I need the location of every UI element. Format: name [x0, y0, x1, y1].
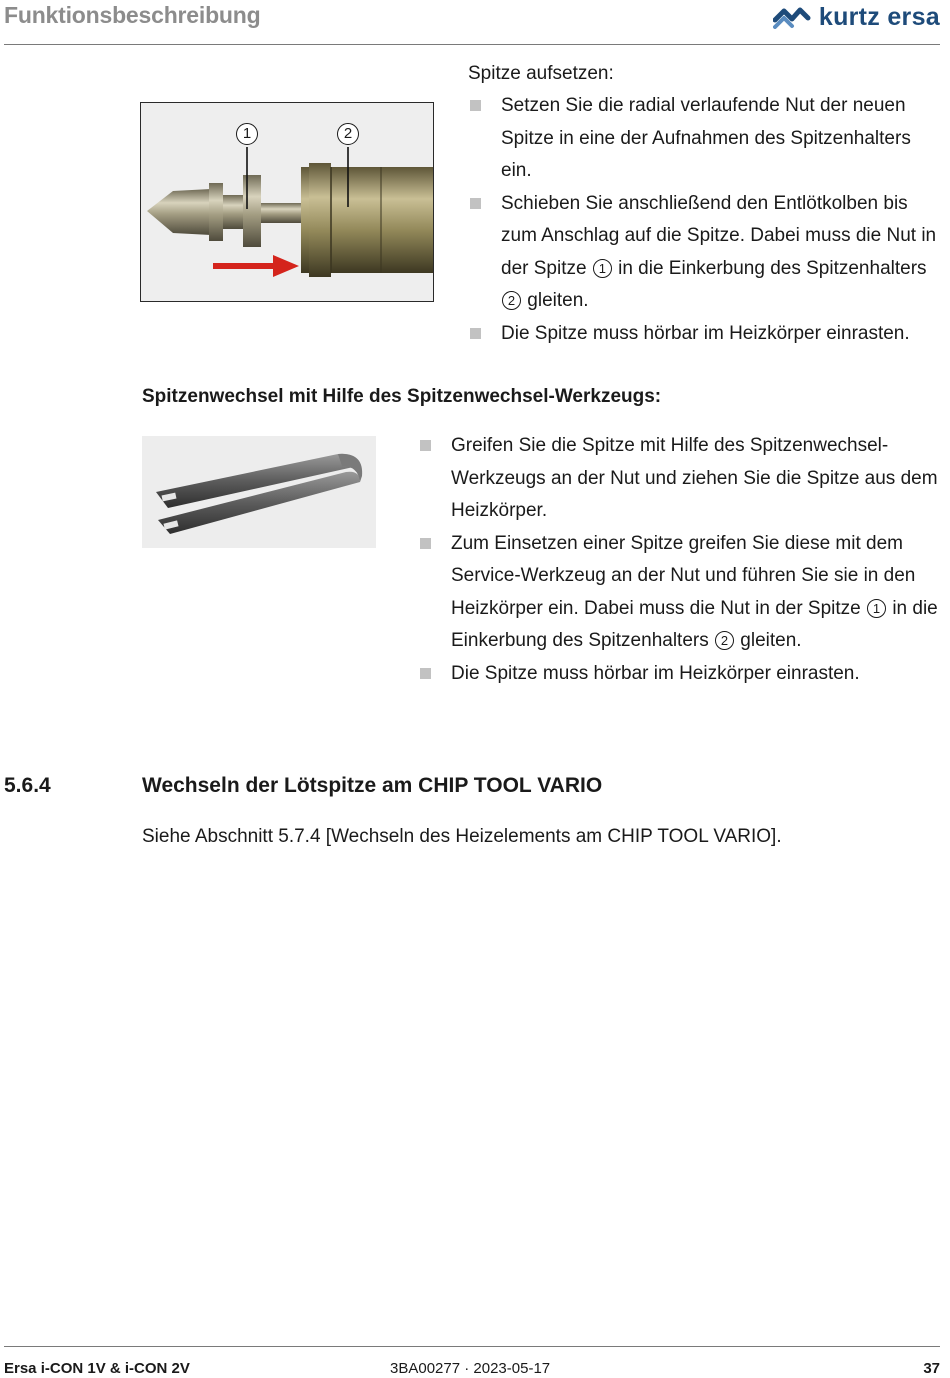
logo-mark-icon [773, 5, 811, 29]
running-header-title: Funktionsbeschreibung [4, 2, 261, 28]
intro-bullet-list [468, 90, 940, 350]
inline-callout-1: 1 [593, 259, 612, 278]
tool-bullet-list [418, 430, 940, 690]
intro-label: Spitze aufsetzen: [468, 63, 614, 84]
callout-2: 2 [337, 123, 359, 145]
list-item: Zum Einsetzen einer Spitze greifen Sie diese mit dem Service-Werkzeug an der Nut und führen Sie sie in den Heizkörper ein. Dabei muss die Nut in der Spitze 1 in die Einkerbung des Spitzenhalters 2 gleiten. [418, 528, 940, 658]
logo-wordmark: kurtz ersa [818, 2, 940, 31]
figure-tip-mounting [140, 102, 434, 302]
section-body-text: Siehe Abschnitt 5.7.4 [Wechseln des Heizelements am CHIP TOOL VARIO]. [142, 826, 782, 847]
list-item: Schieben Sie anschließend den Entlötkolben bis zum Anschlag auf die Spitze. Dabei muss die Nut in der Spitze 1 in die Einkerbung des Spitzenhalters 2 gleiten. [468, 188, 940, 318]
footer-document-id: 3BA00277 · 2023-05-17 [390, 1360, 551, 1377]
callout-1: 1 [236, 123, 258, 145]
footer-page-number: 37 [923, 1360, 940, 1377]
list-item: Die Spitze muss hörbar im Heizkörper einrasten. [468, 318, 940, 351]
list-item: Greifen Sie die Spitze mit Hilfe des Spitzenwechsel-Werkzeugs an der Nut und ziehen Sie die Spitze aus dem Heizkörper. [418, 430, 940, 528]
footer-rule [4, 1346, 940, 1347]
figure-tip-change-tool [142, 436, 376, 548]
inline-callout-2: 2 [502, 291, 521, 310]
list-item: Setzen Sie die radial verlaufende Nut der neuen Spitze in eine der Aufnahmen des Spitzenhalters ein. [468, 90, 940, 188]
inline-callout-2: 2 [715, 631, 734, 650]
section-title: Wechseln der Lötspitze am CHIP TOOL VARIO [142, 774, 603, 797]
header-rule [4, 44, 940, 45]
footer-product: Ersa i-CON 1V & i-CON 2V [4, 1360, 190, 1377]
list-item: Die Spitze muss hörbar im Heizkörper einrasten. [418, 658, 940, 691]
company-logo [773, 0, 940, 34]
subsection-heading: Spitzenwechsel mit Hilfe des Spitzenwechsel-Werkzeugs: [142, 386, 662, 407]
inline-callout-1: 1 [867, 599, 886, 618]
section-number: 5.6.4 [4, 774, 51, 797]
